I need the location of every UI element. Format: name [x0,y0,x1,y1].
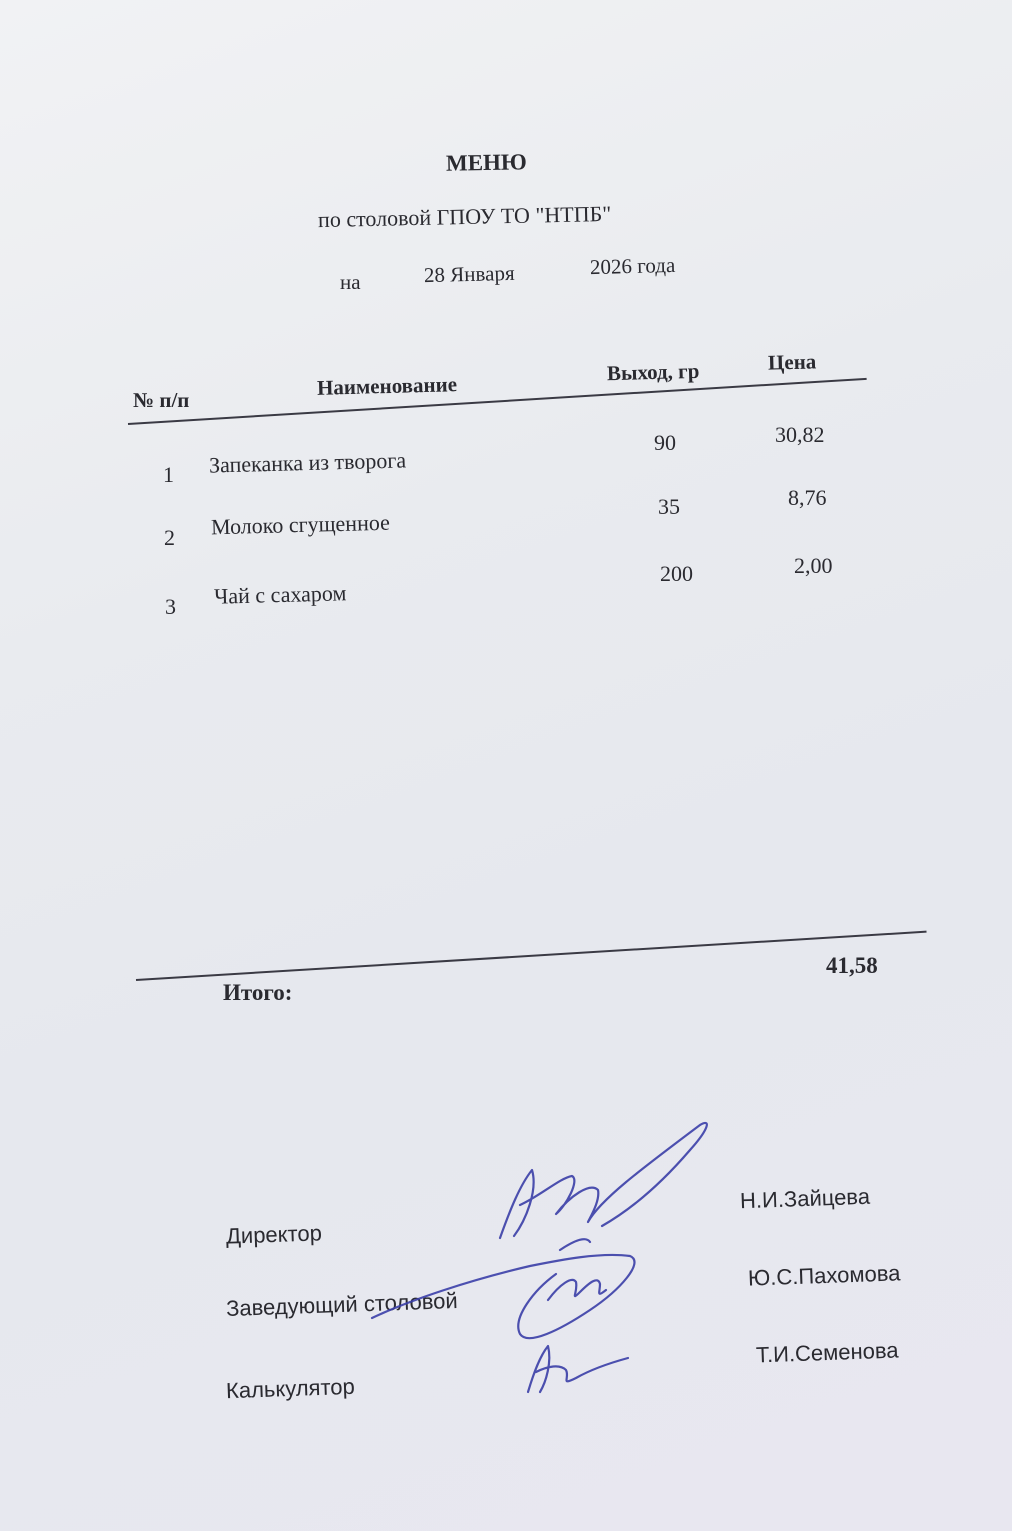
total-value: 41,58 [826,953,878,978]
signature-name-canteen-head: Ю.С.Пахомова [747,1260,901,1291]
signature-role-calculator: Калькулятор [225,1373,356,1404]
table-row-name: Запеканка из творога [208,447,407,478]
table-row-name: Чай с сахаром [213,580,347,609]
total-label: Итого: [223,980,293,1005]
document-subtitle: по столовой ГПОУ ТО "НТПБ" [317,200,612,233]
signature-role-canteen-head: Заведующий столовой [225,1287,459,1322]
table-row-output: 90 [654,430,676,455]
table-row-number: 2 [164,525,175,550]
total-divider [136,931,927,981]
date-prefix: на [340,270,361,294]
table-row-number: 3 [165,594,176,619]
column-header-number: № п/п [133,388,190,412]
table-row-output: 35 [658,494,680,519]
calculator-signature [528,1346,628,1392]
table-header-divider [128,378,867,425]
table-row-output: 200 [660,561,693,586]
table-row-price: 2,00 [794,553,833,578]
signature-role-director: Директор [225,1220,323,1249]
table-row-price: 30,82 [775,422,825,447]
column-header-name: Наименование [316,372,458,400]
table-row-name: Молоко сгущенное [210,509,391,540]
date-day: 28 Января [423,260,515,288]
signature-name-calculator: Т.И.Семенова [755,1337,899,1368]
director-signature [500,1123,707,1238]
document-title: МЕНЮ [445,149,528,176]
date-year: 2026 года [589,252,676,280]
column-header-output: Выход, гр [606,358,700,386]
column-header-price: Цена [767,349,817,375]
table-row-number: 1 [163,462,174,487]
table-row-price: 8,76 [788,485,827,510]
signature-name-director: Н.И.Зайцева [739,1183,871,1214]
